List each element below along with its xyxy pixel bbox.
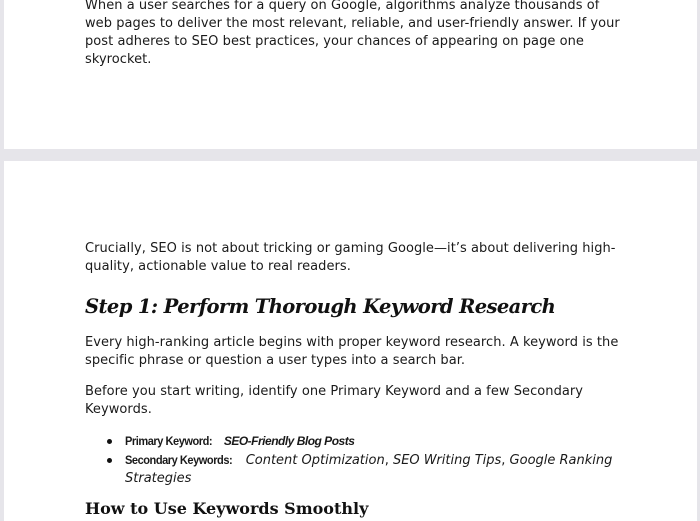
- next-heading-partial: How to Use Keywords Smoothly: [85, 499, 369, 518]
- step1-heading: Step 1: Perform Thorough Keyword Research: [85, 295, 556, 318]
- secondary-keyword-1: Content Optimization: [245, 453, 385, 468]
- secondary-keyword-2: SEO Writing Tips: [392, 453, 502, 468]
- bullet-icon: [107, 439, 112, 444]
- document-page-1: [4, 0, 697, 149]
- step1-paragraph: Every high-ranking article begins with proper keyword research. A keyword is the specific phrase or question a user types into a search bar.: [85, 335, 619, 368]
- list-item-primary-keyword: [85, 432, 625, 451]
- primary-keyword-value: SEO-Friendly Blog Posts: [223, 434, 355, 448]
- secondary-separator-1: ,: [384, 453, 393, 468]
- keyword-list: [85, 432, 625, 488]
- secondary-separator-2: ,: [501, 453, 510, 468]
- bullet-icon: [107, 458, 112, 463]
- before-paragraph: Before you start writing, identify one Primary Keyword and a few Secondary Keywords.: [85, 384, 584, 417]
- crucial-paragraph: Crucially, SEO is not about tricking or gaming Google—it’s about delivering high-quality, actionable value to real readers.: [85, 241, 616, 274]
- intro-paragraph: When a user searches for a query on Google, algorithms analyze thousands of web pages to deliver the most relevant, reliable, and user-friendly answer. If your post adheres to SEO best practices, your chances of appearing on page one skyrocket.: [85, 0, 620, 67]
- list-item-secondary-keywords: [85, 451, 625, 488]
- secondary-keywords-label: Secondary Keywords:: [125, 453, 233, 467]
- primary-keyword-label: Primary Keyword:: [125, 434, 213, 448]
- document-page-2: [4, 161, 697, 521]
- secondary-keyword-3: Google Ranking Strategies: [125, 453, 613, 486]
